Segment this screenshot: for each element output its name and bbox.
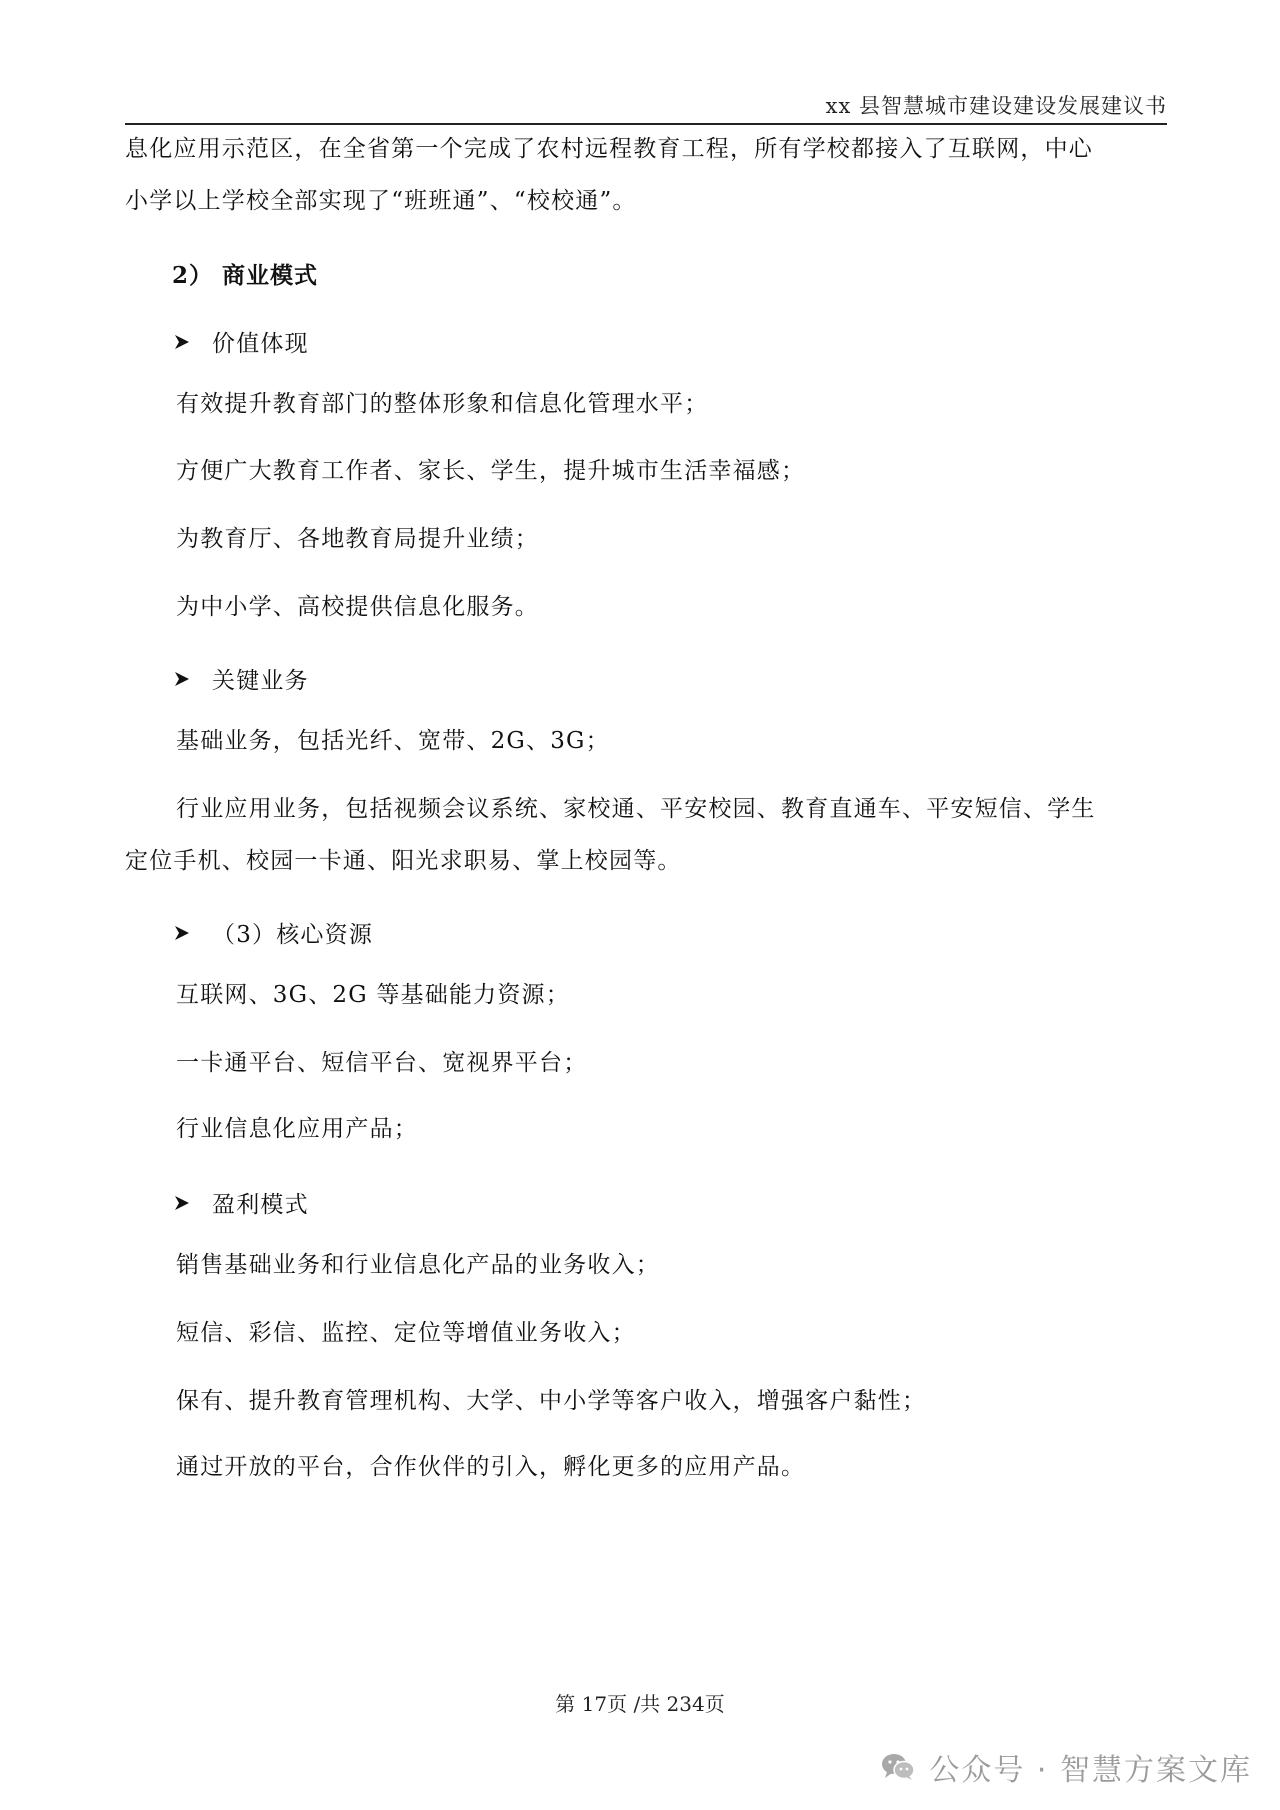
- wechat-icon: [881, 1753, 915, 1781]
- document-header-title: xx 县智慧城市建设建设发展建议书: [825, 94, 1167, 118]
- bullet-label: （3）核心资源: [212, 922, 374, 948]
- list-item: 通过开放的平台，合作伙伴的引入，孵化更多的应用产品。: [176, 1454, 806, 1480]
- list-item: 互联网、3G、2G 等基础能力资源；: [176, 982, 570, 1008]
- bullet-label: 关键业务: [212, 668, 309, 694]
- watermark: [881, 1745, 1252, 1789]
- list-item: 保有、提升教育管理机构、大学、中小学等客户收入，增强客户黏性；: [176, 1388, 927, 1414]
- bullet-heading-profit: [172, 1186, 309, 1219]
- bullet-label: 盈利模式: [212, 1192, 309, 1218]
- header-divider: [125, 123, 1167, 125]
- bullet-heading-key-business: [172, 662, 309, 695]
- paragraph-line: 息化应用示范区，在全省第一个完成了农村远程教育工程，所有学校都接入了互联网，中心: [125, 136, 1093, 162]
- page-number: 第 17页 /共 234页: [555, 1692, 725, 1716]
- list-item: 方便广大教育工作者、家长、学生，提升城市生活幸福感；: [176, 458, 806, 484]
- bullet-heading-value: [172, 325, 309, 358]
- arrow-bullet-icon: [172, 332, 192, 352]
- section-heading: 2） 商业模式: [172, 262, 319, 289]
- list-item: 为教育厅、各地教育局提升业绩；: [176, 526, 539, 552]
- arrow-bullet-icon: [172, 669, 192, 689]
- list-item: 行业信息化应用产品；: [176, 1116, 418, 1142]
- watermark-text: 公众号 · 智慧方案文库: [929, 1753, 1252, 1788]
- list-item: 基础业务，包括光纤、宽带、2G、3G；: [176, 728, 610, 754]
- arrow-bullet-icon: [172, 1193, 192, 1213]
- bullet-heading-core-resources: [172, 916, 373, 949]
- list-item: 有效提升教育部门的整体形象和信息化管理水平；: [176, 391, 709, 417]
- list-item: 短信、彩信、监控、定位等增值业务收入；: [176, 1320, 636, 1346]
- list-item: 销售基础业务和行业信息化产品的业务收入；: [176, 1252, 660, 1278]
- arrow-bullet-icon: [172, 923, 192, 943]
- list-item-continuation: 定位手机、校园一卡通、阳光求职易、掌上校园等。: [125, 848, 682, 874]
- list-item: 行业应用业务，包括视频会议系统、家校通、平安校园、教育直通车、平安短信、学生: [176, 796, 1096, 822]
- bullet-label: 价值体现: [212, 331, 309, 357]
- paragraph-line: 小学以上学校全部实现了“班班通”、“校校通”。: [125, 188, 637, 214]
- list-item: 一卡通平台、短信平台、宽视界平台；: [176, 1050, 588, 1076]
- list-item: 为中小学、高校提供信息化服务。: [176, 594, 539, 620]
